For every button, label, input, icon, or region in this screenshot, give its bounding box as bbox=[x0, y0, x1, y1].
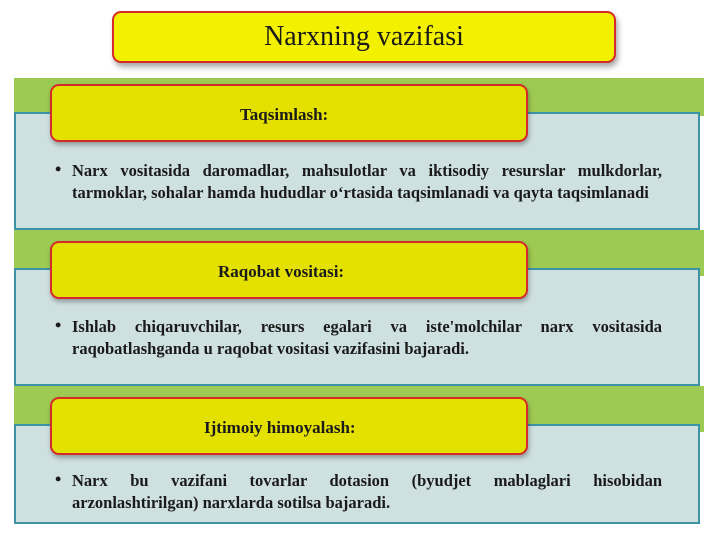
section-heading-2: Raqobat vositasi: bbox=[218, 262, 345, 281]
bullet-dot-icon: • bbox=[55, 469, 62, 489]
slide-title: Narxning vazifasi bbox=[264, 21, 464, 52]
section-heading-3: Ijtimoiy himoyalash: bbox=[204, 418, 356, 437]
section-heading-box-1 bbox=[50, 84, 528, 142]
section-heading-box-2 bbox=[50, 241, 528, 299]
section-bullet-text-3: Narx bu vazifani tovarlar dotasion (byudjet mablaglari hisobidan arzonlashtirilgan) narxlarda sotilsa bajaradi. bbox=[72, 471, 662, 512]
section-bullet-text-1: Narx vositasida daromadlar, mahsulotlar va iktisodiy resurslar mulkdorlar, tarmoklar, sohalar hamda hududlar o‘rtasida taqsimlanadi va qayta taqsimlanadi bbox=[72, 161, 662, 202]
section-heading-box-3 bbox=[50, 397, 528, 455]
bullet-dot-icon: • bbox=[55, 159, 62, 179]
bullet-dot-icon: • bbox=[55, 315, 62, 335]
section-bullet-3 bbox=[55, 469, 662, 513]
section-bullet-text-2: Ishlab chiqaruvchilar, resurs egalari va iste'molchilar narx vositasida raqobatlashganda u raqobat vositasi vazifasini bajaradi. bbox=[72, 317, 662, 358]
section-bullet-1 bbox=[55, 159, 662, 203]
section-bullet-2 bbox=[55, 315, 662, 359]
slide-title-box bbox=[112, 11, 616, 63]
section-heading-1: Taqsimlash: bbox=[240, 105, 329, 124]
